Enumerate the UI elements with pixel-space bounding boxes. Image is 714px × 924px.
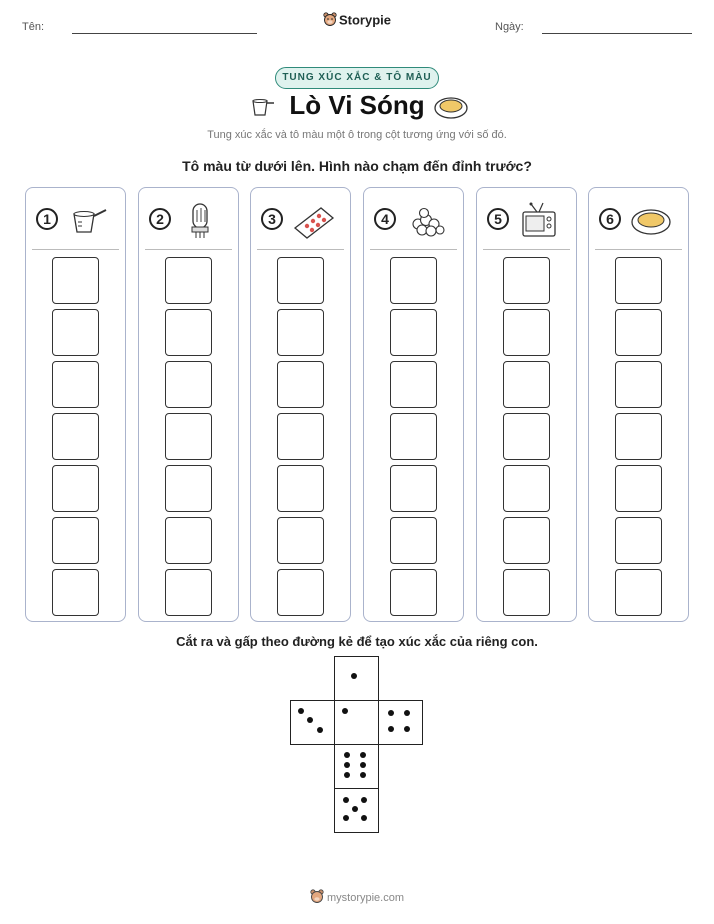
- column-number: 5: [487, 208, 509, 230]
- pip: [344, 752, 350, 758]
- color-cell[interactable]: [615, 361, 662, 408]
- pip: [404, 726, 410, 732]
- brand-logo: [0, 12, 714, 30]
- column-number: 1: [36, 208, 58, 230]
- color-cell[interactable]: [277, 517, 324, 564]
- pip: [361, 815, 367, 821]
- color-cell[interactable]: [52, 465, 99, 512]
- column-number: 2: [149, 208, 171, 230]
- pip: [342, 708, 348, 714]
- color-cell[interactable]: [52, 569, 99, 616]
- column-divider: [257, 249, 344, 250]
- color-cell[interactable]: [615, 309, 662, 356]
- color-cell[interactable]: [503, 517, 550, 564]
- color-cell[interactable]: [165, 465, 212, 512]
- pip: [360, 772, 366, 778]
- pip: [360, 762, 366, 768]
- color-cell[interactable]: [165, 569, 212, 616]
- pip: [307, 717, 313, 723]
- color-cell[interactable]: [165, 257, 212, 304]
- brand-name: Storypie: [338, 12, 391, 28]
- color-cell[interactable]: [277, 309, 324, 356]
- name-label: Tên:: [22, 21, 45, 33]
- color-cell[interactable]: [615, 257, 662, 304]
- color-cell[interactable]: [165, 309, 212, 356]
- color-cell[interactable]: [165, 413, 212, 460]
- footer-url[interactable]: mystorypie.com: [326, 891, 405, 904]
- dice-face-5: [334, 788, 379, 833]
- color-cell[interactable]: [165, 361, 212, 408]
- column-divider: [483, 249, 570, 250]
- column-5: [476, 187, 577, 622]
- vacuum-tube-icon: [179, 200, 223, 240]
- pip: [404, 710, 410, 716]
- color-cell[interactable]: [615, 517, 662, 564]
- footer: [0, 889, 714, 907]
- color-cell[interactable]: [52, 413, 99, 460]
- popcorn-icon: [404, 200, 448, 240]
- dish-icon: [629, 200, 673, 240]
- column-divider: [595, 249, 682, 250]
- column-divider: [370, 249, 457, 250]
- microwave-appliance-icon: [517, 200, 561, 240]
- color-cell[interactable]: [503, 413, 550, 460]
- color-cell[interactable]: [52, 257, 99, 304]
- color-cell[interactable]: [277, 569, 324, 616]
- color-cell[interactable]: [390, 361, 437, 408]
- pip: [388, 726, 394, 732]
- date-label: Ngày:: [495, 21, 524, 33]
- color-cell[interactable]: [52, 517, 99, 564]
- color-cell[interactable]: [615, 413, 662, 460]
- color-cell[interactable]: [503, 309, 550, 356]
- name-line: [72, 33, 257, 34]
- color-cell[interactable]: [615, 569, 662, 616]
- pip: [361, 797, 367, 803]
- color-cell[interactable]: [277, 361, 324, 408]
- pip: [344, 772, 350, 778]
- question: Tô màu từ dưới lên. Hình nào chạm đến đỉnh trước?: [182, 158, 532, 174]
- color-cell[interactable]: [165, 517, 212, 564]
- color-cell[interactable]: [503, 257, 550, 304]
- pip: [298, 708, 304, 714]
- column-3: [250, 187, 351, 622]
- subtitle: Tung xúc xắc và tô màu một ô trong cột tương ứng với số đó.: [207, 129, 507, 141]
- activity-badge: TUNG XÚC XẮC & TÔ MÀU: [275, 67, 439, 89]
- color-cell[interactable]: [390, 465, 437, 512]
- pip: [317, 727, 323, 733]
- column-number: 3: [261, 208, 283, 230]
- pip: [343, 815, 349, 821]
- color-cell[interactable]: [52, 309, 99, 356]
- color-cell[interactable]: [390, 569, 437, 616]
- bear-logo-icon: [310, 889, 324, 907]
- column-4: [363, 187, 464, 622]
- page-title: Lò Vi Sóng: [289, 90, 425, 120]
- ice-tray-icon: [291, 200, 335, 240]
- color-cell[interactable]: [390, 257, 437, 304]
- color-cell[interactable]: [390, 517, 437, 564]
- column-1: [25, 187, 126, 622]
- color-cell[interactable]: [503, 465, 550, 512]
- dice-face-1: [334, 656, 379, 701]
- dice-face-1-center: [334, 700, 379, 745]
- bear-logo-icon: [323, 12, 337, 30]
- dice-face-6: [334, 744, 379, 789]
- color-cell[interactable]: [390, 413, 437, 460]
- column-6: [588, 187, 689, 622]
- dice-face-4: [378, 700, 423, 745]
- column-divider: [32, 249, 119, 250]
- column-2: [138, 187, 239, 622]
- cut-instruction: Cắt ra và gấp theo đường kẻ để tạo xúc xắc của riêng con.: [176, 634, 538, 649]
- color-cell[interactable]: [52, 361, 99, 408]
- pip: [360, 752, 366, 758]
- pip: [344, 762, 350, 768]
- column-number: 4: [374, 208, 396, 230]
- pip: [388, 710, 394, 716]
- dish-decoration-icon: [433, 93, 469, 126]
- column-divider: [145, 249, 232, 250]
- color-cell[interactable]: [390, 309, 437, 356]
- color-cell[interactable]: [277, 413, 324, 460]
- color-cell[interactable]: [277, 465, 324, 512]
- dice-face-3: [290, 700, 335, 745]
- color-cell[interactable]: [503, 569, 550, 616]
- color-cell[interactable]: [503, 361, 550, 408]
- measuring-cup-icon: [66, 200, 110, 240]
- color-cell[interactable]: [615, 465, 662, 512]
- color-cell[interactable]: [277, 257, 324, 304]
- date-line: [542, 33, 692, 34]
- pip: [351, 673, 357, 679]
- pip: [343, 797, 349, 803]
- column-number: 6: [599, 208, 621, 230]
- pip: [352, 806, 358, 812]
